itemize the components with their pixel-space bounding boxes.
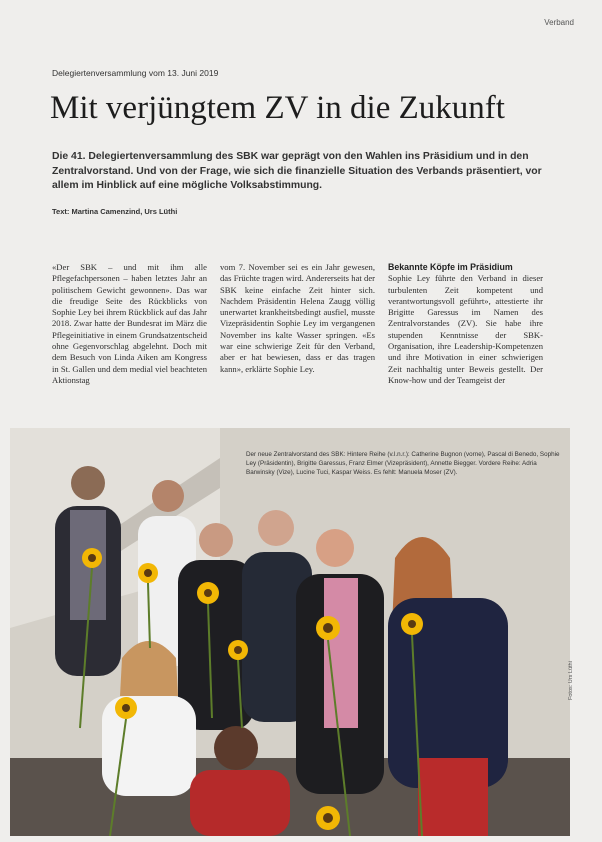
article-title: Mit verjüngtem ZV in die Zukunft <box>50 90 505 126</box>
article-kicker: Delegiertenversammlung vom 13. Juni 2019 <box>52 68 219 78</box>
photo-caption: Der neue Zentralvorstand des SBK: Hintere Reihe (v.l.n.r.): Catherine Bugnon (vorne), Pascal di Benedo, Sophie Ley (Präsidentin), Brigitte Garessus, Franz Elmer (Vizepräsident), Annette Biegger. Vordere Reihe: Adria Barwinsky (Vize), Lucine Tuci, Kaspar Weiss. Es fehlt: Manuela Moser (ZV). <box>246 451 560 476</box>
photo-credit: Fotos: Urs Lüthi <box>568 661 574 700</box>
subheading: Bekannte Köpfe im Präsidium <box>388 262 513 272</box>
group-photo-illustration <box>10 428 570 836</box>
section-tag: Verband <box>544 18 574 27</box>
body-column-2: vom 7. November sei es ein Jahr gewesen, das Früchte tragen wird. Andererseits hat der SBK keine einfache Zeit hinter sich. Nachdem Präsidentin Helena Zaugg völlig unerwartet krankheitsbedingt ausfiel, musste Vizepräsidentin Sophie Ley im vergangenen November ins kalte Wasser springen. «Es war eine schwierige Zeit für den Verband, aber er hat bewiesen, dass er das tragen kann», erklärte Sophie Ley. <box>220 262 375 374</box>
body-column-3 <box>388 262 543 386</box>
body-column-3-text: Sophie Ley führte den Verband in dieser turbulenten Zeit kompetent und verantwortungsvoll geführt», attestierte ihr Brigitte Garessus im Namen des Zentralvorstandes (ZV). Sie habe ihre stupenden Kenntnisse der SBK-Organisation, ihre Leadership-Kompetenzen und ihre Motivation in einer schwierigen Zeit nachhaltig unter Beweis gestellt. Der Know-how und der Teamgeist der <box>388 273 543 385</box>
body-column-1: «Der SBK – und mit ihm alle Pflegefachpersonen – haben letztes Jahr an politischem Gewicht gewonnen». Das war die freudige Seite des Rückblicks von Sophie Ley bei ihrem Rückblick auf das Jahr 2018. Zwar hatte der Bundesrat im März die Pflegeinitiative in einem Grundsatzentscheid ohne Gegenvorschlag abgelehnt. Doch mit dem Besuch von Linda Aiken am Kongress in St. Gallen und dem medial viel beachteten Aktionstag <box>52 262 207 385</box>
article-lead: Die 41. Delegiertenversammlung des SBK war geprägt von den Wahlen ins Präsidium und in den Zentralvorstand. Und von der Frage, wie sich die finanzielle Situation des Verbands präsentiert, vor allem im Hinblick auf eine mögliche Volksabstimmung. <box>52 151 542 191</box>
article-byline: Text: Martina Camenzind, Urs Lüthi <box>52 207 178 216</box>
group-photo <box>10 428 570 836</box>
